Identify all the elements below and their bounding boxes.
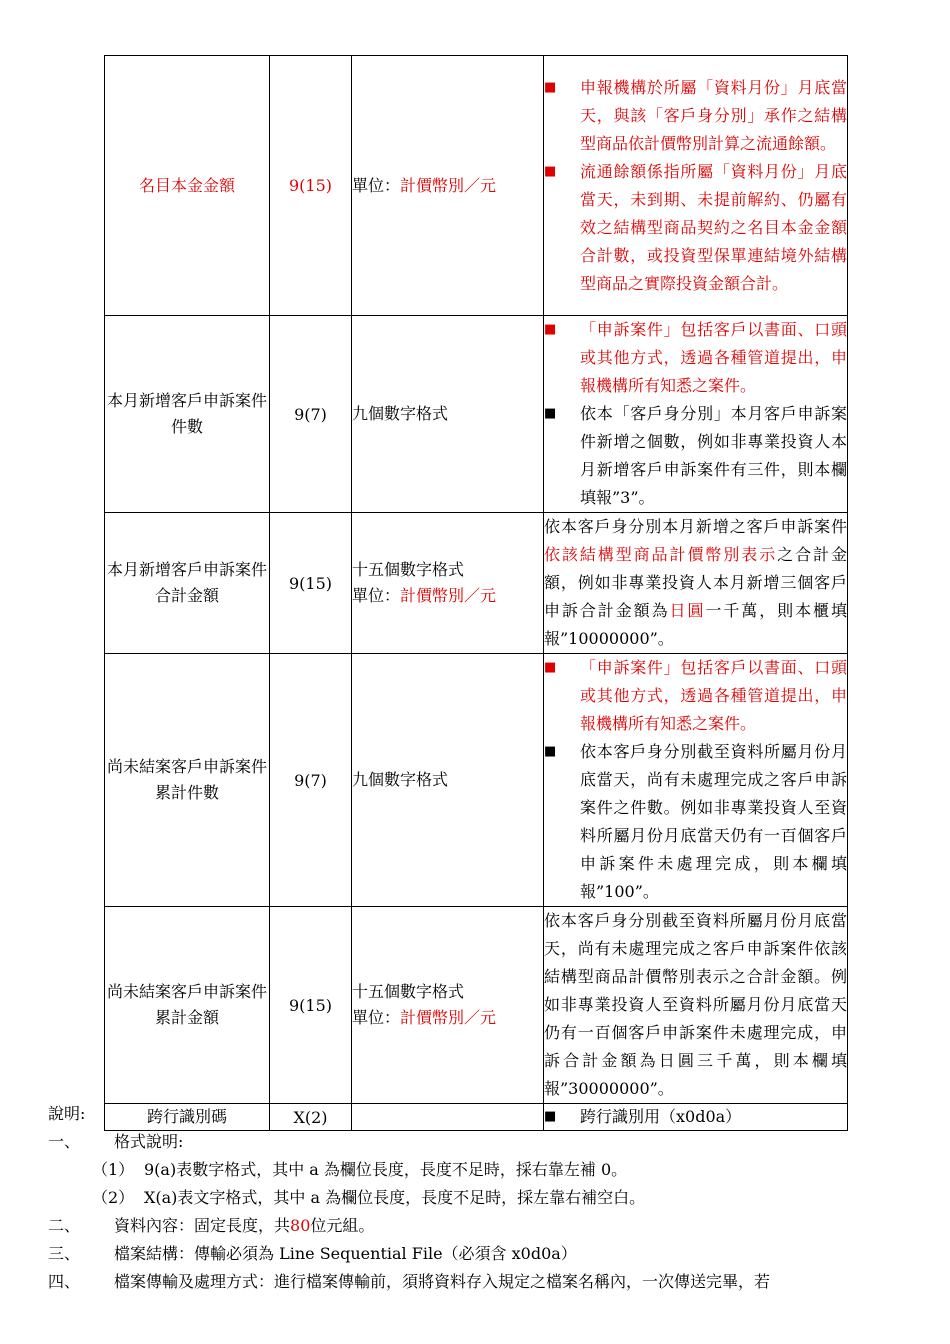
- field-format: 9(7): [270, 654, 352, 907]
- note-sub-text: X(a)表文字格式，其中 a 為欄位長度，長度不足時，採左靠右補空白。: [144, 1188, 646, 1207]
- field-name: 尚未結案客戶申訴案件累計金額: [105, 907, 270, 1104]
- note-text: 檔案結構：傳輸必須為 Line Sequential File（必須含 x0d0a）: [114, 1244, 577, 1263]
- unit-line: 十五個數字格式: [352, 560, 465, 579]
- note-text: [114, 1212, 374, 1240]
- unit-line: 十五個數字格式: [352, 982, 465, 1001]
- bullet-item: [544, 316, 847, 400]
- note-text: 檔案傳輸及處理方式：進行檔案傳輸前，須將資料存入規定之檔案名稱內，一次傳送完畢，若: [114, 1272, 771, 1291]
- note-text-part: 資料內容：固定長度，共: [114, 1216, 291, 1235]
- field-format: 9(15): [270, 56, 352, 316]
- field-unit: 九個數字格式: [352, 654, 544, 907]
- field-description: [544, 654, 848, 907]
- note-sub-item: [48, 1156, 908, 1184]
- table-row: [105, 654, 848, 907]
- field-name: 尚未結案客戶申訴案件累計件數: [105, 654, 270, 907]
- desc-highlight: 依該結構型商品計價幣別表示: [544, 545, 778, 564]
- field-format: 9(15): [270, 513, 352, 654]
- note-number: 一、: [48, 1132, 81, 1151]
- field-unit: [352, 56, 544, 316]
- note-number: 三、: [48, 1244, 81, 1263]
- field-unit: [352, 513, 544, 654]
- note-sub-number: （1）: [92, 1160, 135, 1179]
- table-row: [105, 316, 848, 513]
- bullet-text: 依本客戶身分別截至資料所屬月份月底當天，尚有未處理完成之客戶申訴案件之件數。例如非專業投資人至資料所屬月份月底當天仍有一百個客戶申訴案件未處理完成，則本欄填報”100”。: [580, 742, 847, 901]
- bullet-text: 「申訴案件」包括客戶以書面、口頭或其他方式，透過各種管道提出，申報機構所有知悉之案件。: [580, 658, 847, 733]
- unit-prefix: 單位：: [352, 586, 401, 605]
- field-format: 9(7): [270, 316, 352, 513]
- square-bullet-icon: ■: [544, 322, 557, 337]
- note-highlight: 80: [290, 1216, 311, 1235]
- field-name: 本月新增客戶申訴案件合計金額: [105, 513, 270, 654]
- note-item: [48, 1268, 908, 1296]
- square-bullet-icon: ■: [544, 79, 557, 95]
- note-number: 四、: [48, 1272, 81, 1291]
- note-sub-item: [48, 1184, 908, 1212]
- unit-value: 計價幣別／元: [400, 1008, 497, 1027]
- unit-prefix: 單位：: [352, 175, 401, 195]
- unit-line: [352, 583, 543, 609]
- desc-highlight: 日圓: [669, 601, 706, 620]
- field-description: [544, 316, 848, 513]
- table-row: [105, 513, 848, 654]
- desc-text: 之合計金額，例如非專業投資人本月新增三個客戶申訴合計金額為: [544, 545, 847, 620]
- square-bullet-icon: ■: [544, 163, 557, 179]
- bullet-text: 依本「客戶身分別」本月客戶申訴案件新增之個數，例如非專業投資人本月新增客戶申訴案件有三件，則本欄填報”3”。: [580, 404, 847, 507]
- square-bullet-icon: ■: [544, 660, 557, 675]
- bullet-text: 跨行識別用（x0d0a）: [580, 1107, 742, 1126]
- square-bullet-icon: ■: [544, 744, 557, 759]
- unit-value: 計價幣別／元: [400, 586, 497, 605]
- field-format: 9(15): [270, 907, 352, 1104]
- field-name: 本月新增客戶申訴案件件數: [105, 316, 270, 513]
- desc-text: 依本客戶身分別本月新增之客戶申訴案件: [544, 517, 847, 536]
- field-description: [544, 513, 848, 654]
- bullet-item: [544, 738, 847, 906]
- note-item: [48, 1212, 908, 1240]
- bullet-item: [544, 654, 847, 738]
- unit-prefix: 單位：: [352, 1008, 401, 1027]
- field-format: X(2): [270, 1104, 352, 1131]
- bullet-text: 「申訴案件」包括客戶以書面、口頭或其他方式，透過各種管道提出，申報機構所有知悉之案件。: [580, 320, 847, 395]
- field-spec-table: [104, 55, 848, 1131]
- desc-text: 一千萬，則本櫃填報”10000000”。: [544, 601, 847, 648]
- unit-value: 計價幣別／元: [400, 175, 497, 195]
- bullet-item: [544, 158, 847, 298]
- note-number: 二、: [48, 1216, 81, 1235]
- note-text-part: 位元組。: [310, 1216, 375, 1235]
- bullet-text: 流通餘額係指所屬「資料月份」月底當天，未到期、未提前解約、仍屬有效之結構型商品契約之名目本金金額合計數，或投資型保單連結境外結構型商品之實際投資金額合計。: [580, 161, 847, 293]
- square-bullet-icon: ■: [544, 406, 557, 421]
- unit-line: [352, 1005, 543, 1031]
- notes-heading: 說明:: [48, 1104, 86, 1123]
- field-description: [544, 56, 848, 316]
- table-row: [105, 56, 848, 316]
- field-name: 跨行識別碼: [105, 1104, 270, 1131]
- field-unit: [352, 907, 544, 1104]
- square-bullet-icon: ■: [544, 1109, 557, 1124]
- note-text: 格式說明:: [114, 1132, 184, 1151]
- note-item: [48, 1240, 908, 1268]
- note-item: [48, 1128, 908, 1156]
- bullet-item: [544, 74, 847, 158]
- notes-section: [48, 1100, 908, 1296]
- field-name: 名目本金金額: [105, 56, 270, 316]
- field-unit: 九個數字格式: [352, 316, 544, 513]
- note-sub-number: （2）: [92, 1188, 135, 1207]
- bullet-text: 申報機構於所屬「資料月份」月底當天，與該「客戶身分別」承作之結構型商品依計價幣別計算之流通餘額。: [580, 77, 847, 153]
- table-row: [105, 907, 848, 1104]
- bullet-item: [544, 400, 847, 512]
- note-sub-text: 9(a)表數字格式，其中 a 為欄位長度，長度不足時，採右靠左補 0。: [144, 1160, 628, 1179]
- field-description: 依本客戶身分別截至資料所屬月份月底當天，尚有未處理完成之客戶申訴案件依該結構型商品計價幣別表示之合計金額。例如非專業投資人至資料所屬月份月底當天仍有一百個客戶申訴案件未處理完成，申訴合計金額為日圓三千萬，則本欄填報”30000000”。: [544, 907, 848, 1104]
